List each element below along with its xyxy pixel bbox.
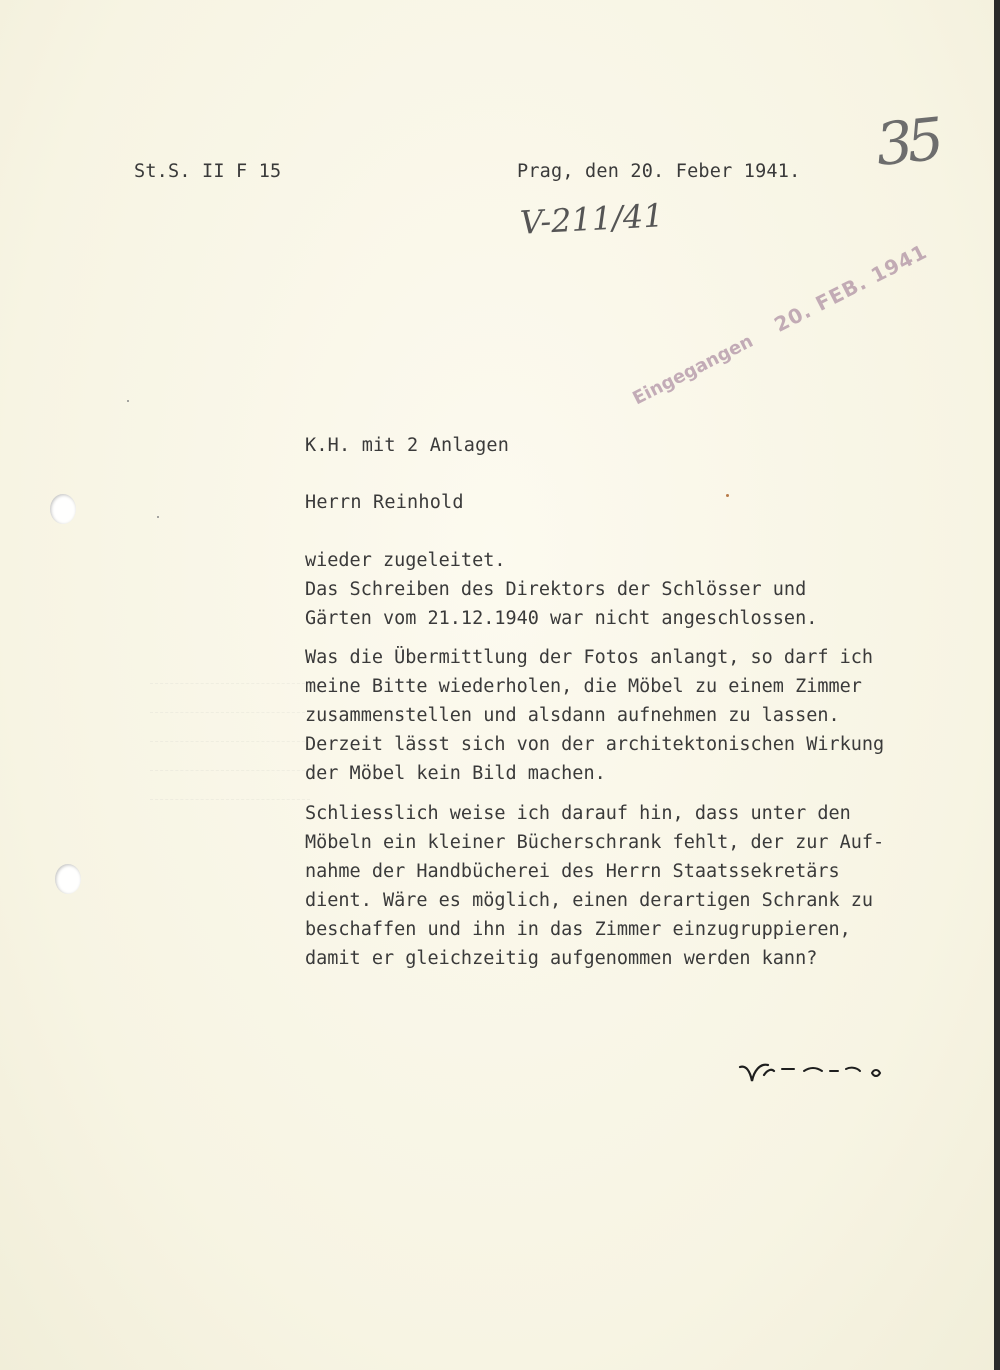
paragraph-3: [305, 799, 884, 973]
faded-margin-notes: [150, 655, 310, 785]
paragraph-2: [305, 643, 884, 788]
page-number: 35: [872, 104, 942, 180]
text-line: wieder zugeleitet.: [305, 550, 506, 571]
text-line: Derzeit lässt sich von der architektonischen Wirkung: [305, 734, 885, 755]
text-line: zusammenstellen und alsdann aufnehmen zu lassen.: [305, 705, 840, 726]
text-line: Gärten vom 21.12.1940 war nicht angeschlossen.: [305, 608, 818, 629]
text-line: beschaffen und ihn in das Zimmer einzugruppieren,: [305, 919, 851, 940]
text-line: meine Bitte wiederholen, die Möbel zu einem Zimmer: [305, 676, 862, 697]
text-line: damit er gleichzeitig aufgenommen werden kann?: [305, 948, 818, 969]
text-line: Das Schreiben des Direktors der Schlösser und: [305, 579, 807, 600]
punch-hole-bottom: [55, 864, 81, 894]
file-reference-note: V-211/41: [519, 196, 665, 242]
paper-speck: [726, 494, 729, 497]
paper-speck: [127, 400, 129, 402]
signature: [738, 1055, 898, 1095]
text-line: dient. Wäre es möglich, einen derartigen Schrank zu: [305, 890, 874, 911]
enclosure-line: K.H. mit 2 Anlagen: [305, 435, 510, 456]
paper-speck: [157, 516, 159, 518]
text-line: Was die Übermittlung der Fotos anlangt, so darf ich: [305, 647, 874, 668]
text-line: der Möbel kein Bild machen.: [305, 763, 606, 784]
reference-code: St.S. II F 15: [134, 161, 282, 182]
received-stamp: [628, 239, 931, 409]
page-edge-shadow: [994, 0, 1000, 1370]
text-line: nahme der Handbücherei des Herrn Staatssekretärs: [305, 861, 840, 882]
place-date: Prag, den 20. Feber 1941.: [517, 161, 801, 182]
text-line: Möbeln ein kleiner Bücherschrank fehlt, der zur Auf-: [305, 832, 885, 853]
stamp-label: Eingegangen: [629, 330, 757, 410]
punch-hole-top: [50, 494, 76, 524]
recipient-line: Herrn Reinhold: [305, 492, 464, 513]
paragraph-1: [305, 546, 817, 633]
stamp-date: 20. FEB. 1941: [770, 239, 932, 337]
text-line: Schliesslich weise ich darauf hin, dass unter den: [305, 803, 851, 824]
